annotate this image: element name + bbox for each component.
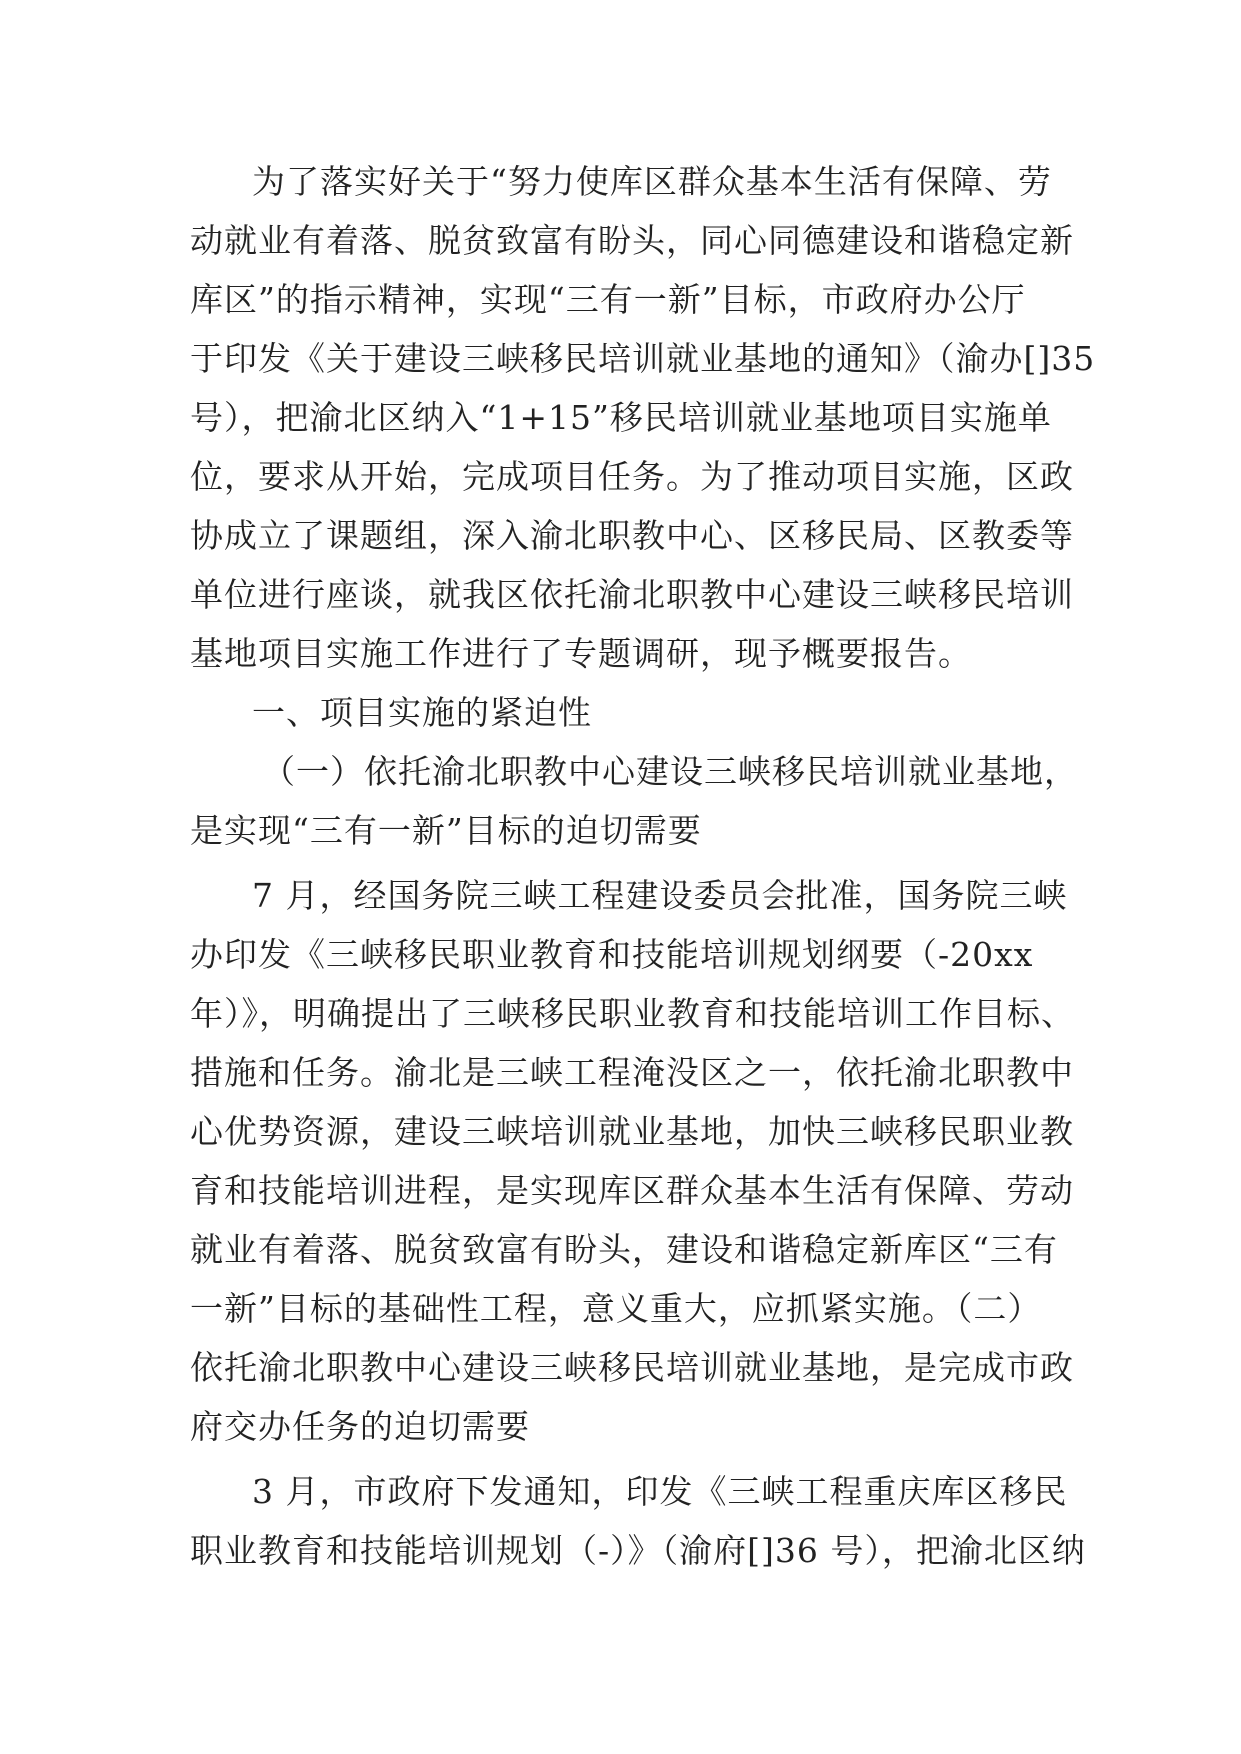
paragraph-line: 就业有着落、脱贫致富有盼头，建设和谐稳定新库区“三有 (190, 1230, 1058, 1269)
paragraph-line: 育和技能培训进程，是实现库区群众基本生活有保障、劳动 (190, 1171, 1074, 1210)
subsection-heading: （一）依托渝北职教中心建设三峡移民培训就业基地， (262, 752, 1078, 791)
paragraph-line: 措施和任务。渝北是三峡工程淹没区之一，依托渝北职教中 (190, 1053, 1074, 1092)
paragraph-line: 位，要求从开始，完成项目任务。为了推动项目实施，区政 (190, 457, 1074, 496)
paragraph-line: 3 月，市政府下发通知，印发《三峡工程重庆库区移民 (252, 1472, 1068, 1511)
paragraph-line: 动就业有着落、脱贫致富有盼头，同心同德建设和谐稳定新 (190, 221, 1074, 260)
paragraph-line: 办印发《三峡移民职业教育和技能培训规划纲要（-20xx (190, 935, 1034, 974)
paragraph-line: 号），把渝北区纳入“1+15”移民培训就业基地项目实施单 (190, 398, 1052, 437)
paragraph-line: 职业教育和技能培训规划（-）》（渝府[]36 号），把渝北区纳 (190, 1531, 1086, 1570)
paragraph-line: 库区”的指示精神，实现“三有一新”目标，市政府办公厅 (190, 280, 1026, 319)
document-body (190, 152, 1096, 1580)
paragraph-line: 协成立了课题组，深入渝北职教中心、区移民局、区教委等 (190, 516, 1074, 555)
paragraph-line: 为了落实好关于“努力使库区群众基本生活有保障、劳 (252, 162, 1052, 201)
section-heading: 一、项目实施的紧迫性 (252, 693, 592, 732)
subsection-heading: 是实现“三有一新”目标的迫切需要 (190, 811, 702, 850)
paragraph-line: 依托渝北职教中心建设三峡移民培训就业基地，是完成市政 (190, 1348, 1074, 1387)
paragraph-line: 府交办任务的迫切需要 (190, 1407, 530, 1446)
paragraph-line: 于印发《关于建设三峡移民培训就业基地的通知》（渝办[]35 (190, 339, 1096, 378)
paragraph-line: 单位进行座谈，就我区依托渝北职教中心建设三峡移民培训 (190, 575, 1074, 614)
paragraph-line: 一新”目标的基础性工程，意义重大，应抓紧实施。（二） (190, 1289, 1042, 1328)
paragraph-line: 7 月，经国务院三峡工程建设委员会批准，国务院三峡 (252, 876, 1068, 915)
paragraph-line: 心优势资源，建设三峡培训就业基地，加快三峡移民职业教 (190, 1112, 1074, 1151)
paragraph-line: 年）》，明确提出了三峡移民职业教育和技能培训工作目标、 (190, 994, 1075, 1033)
paragraph-line: 基地项目实施工作进行了专题调研，现予概要报告。 (190, 634, 972, 673)
